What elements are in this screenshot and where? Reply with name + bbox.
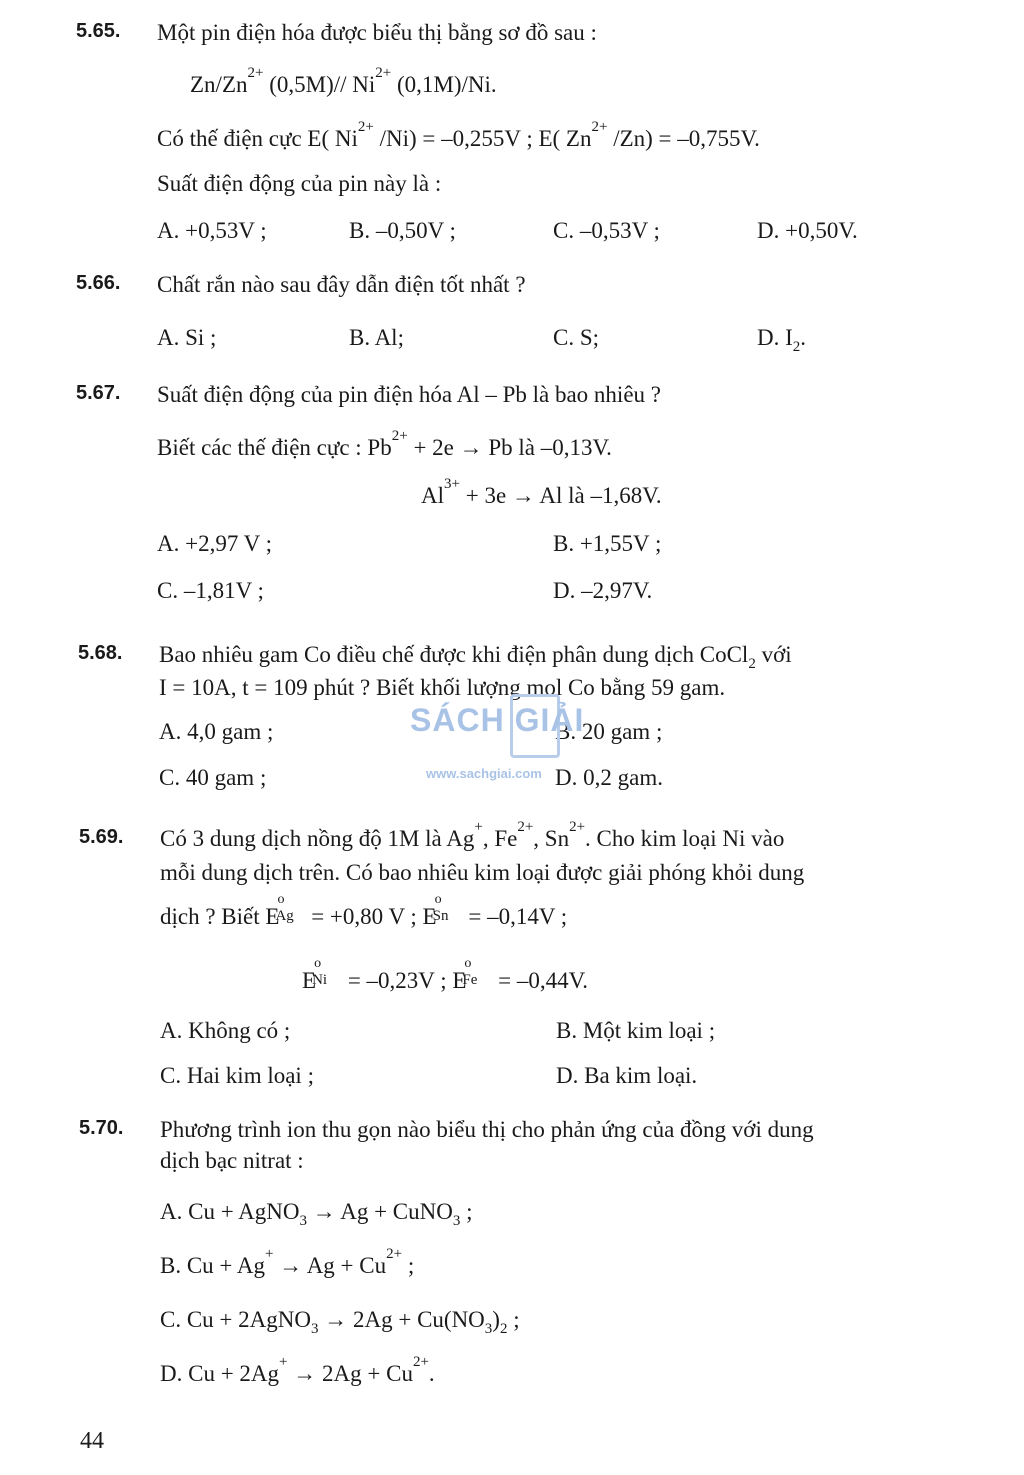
subscript: 3 [299,1213,307,1229]
text: D. I [757,325,793,350]
charge: 2+ [357,119,374,135]
text: , Fe [482,826,518,851]
option-a: A. +0,53V ; [157,218,267,243]
text: . [800,325,807,350]
question-number: 5.68. [78,642,123,664]
subscript: 3 [310,1321,319,1337]
text: Có 3 dung dịch nồng độ 1M là Ag [160,826,475,851]
question-line-4 [302,956,589,994]
charge: 3+ [444,476,460,492]
subscript: 2 [748,656,756,672]
text: ) [492,1307,500,1332]
text: dịch ? Biết E [160,904,280,929]
option-a: A. Không có ; [160,1018,291,1043]
text: B. Cu + Ag [160,1253,265,1278]
text: Biết các thế điện cực : Pb [157,435,392,460]
option-b: B. Một kim loại ; [556,1018,716,1043]
text: → Ag + CuNO [306,1199,453,1224]
question-line-1: Phương trình ion thu gọn nào biểu thị cho phản ứng của đồng với dung [160,1117,814,1142]
text: . [428,1361,435,1386]
option-b: B. 20 gam ; [555,719,663,744]
question-number: 5.65. [76,20,121,42]
text: (0,1M)/Ni. [391,72,497,97]
question-stem: Một pin điện hóa được biểu thị bằng sơ đồ sau : [157,20,597,45]
option-a [160,1199,473,1229]
option-d: D. 0,2 gam. [555,765,663,790]
subscript: 2 [499,1321,508,1337]
standard-potential-symbol [312,956,342,988]
watermark-brand: SÁCH GIẢI [410,702,585,738]
element-subscript: Ni [312,972,328,988]
page-number: 44 [80,1428,104,1454]
text: . Cho kim loại Ni vào [585,826,785,851]
question-number: 5.66. [76,272,121,294]
text: + 3e → Al là –1,68V. [459,483,662,508]
text: Al [421,483,444,508]
standard-potential-symbol [432,892,463,924]
watermark-url: www.sachgiai.com [426,766,542,781]
standard-potential-symbol [275,892,305,924]
option-a: A. 4,0 gam ; [159,719,274,744]
option-c: C. –1,81V ; [157,578,264,603]
text: /Zn) = –0,755V. [607,126,760,151]
text: = –0,14V ; [462,904,568,929]
text: → 2Ag + Cu(NO [318,1307,485,1332]
text: C. Cu + 2AgNO [160,1307,311,1332]
option-d [160,1354,435,1387]
text: ; [507,1307,520,1332]
question-number: 5.70. [79,1117,124,1139]
text: ; [460,1199,473,1224]
option-b: B. +1,55V ; [553,531,662,556]
question-line-1 [160,819,785,852]
text: , Sn [533,826,570,851]
text: → Ag + Cu [273,1253,387,1278]
text: E [302,968,317,993]
text: = –0,23V ; E [342,968,467,993]
text: A. Cu + AgNO [160,1199,300,1224]
degree-mark: o [434,892,442,907]
option-c: C. –0,53V ; [553,218,660,243]
element-subscript: Sn [432,908,449,924]
question-line-3 [160,892,568,930]
option-c: C. S; [553,325,600,350]
degree-mark: o [277,892,285,907]
degree-mark: o [314,956,322,971]
charge: + [474,819,483,835]
charge: 2+ [391,428,408,444]
text: Có thế điện cực E( Ni [157,126,358,151]
charge: 2+ [591,119,608,135]
charge: 2+ [247,65,264,81]
element-subscript: Fe [462,972,478,988]
electrode-line-pb [157,428,612,461]
option-d: D. –2,97V. [553,578,653,603]
option-b [160,1246,415,1279]
electrode-line-al [421,476,662,509]
question-number: 5.67. [76,382,121,404]
text: ; [402,1253,415,1278]
question-line-2: dịch bạc nitrat : [160,1148,304,1173]
text: = +0,80 V ; E [305,904,437,929]
question-line-2: mỗi dung dịch trên. Có bao nhiêu kim loại được giải phóng khỏi dung [160,860,805,885]
question-line-2: I = 10A, t = 109 phút ? Biết khối lượng mol Co bằng 59 gam. [159,675,726,700]
option-d [757,325,807,355]
option-b: B. –0,50V ; [349,218,456,243]
degree-mark: o [464,956,472,971]
subscript: 3 [452,1213,461,1229]
subscript: 3 [484,1321,493,1337]
option-a: A. Si ; [157,325,217,350]
electrode-potentials [157,119,760,152]
option-c: C. Hai kim loại ; [160,1063,314,1088]
text: /Ni) = –0,255V ; E( Zn [373,126,592,151]
cell-scheme [190,65,497,98]
question-prompt: Suất điện động của pin này là : [157,171,442,196]
option-a: A. +2,97 V ; [157,531,272,556]
charge: 2+ [569,819,586,835]
charge: + [279,1354,288,1370]
option-d: D. Ba kim loại. [556,1063,698,1088]
option-c: C. 40 gam ; [159,765,267,790]
subscript: 2 [792,339,801,355]
text: = –0,44V. [492,968,589,993]
question-stem: Chất rắn nào sau đây dẫn điện tốt nhất ? [157,272,526,297]
watermark [410,694,650,794]
charge: 2+ [517,819,534,835]
text: D. Cu + 2Ag [160,1361,280,1386]
question-number: 5.69. [79,826,124,848]
option-c [160,1307,520,1337]
option-b: B. Al; [349,325,404,350]
charge: 2+ [386,1246,403,1262]
text: + 2e → Pb là –0,13V. [407,435,612,460]
question-stem: Suất điện động của pin điện hóa Al – Pb là bao nhiêu ? [157,382,661,407]
text: → 2Ag + Cu [287,1361,413,1386]
charge: 2+ [375,65,392,81]
charge: + [265,1246,274,1262]
element-subscript: Ag [275,908,294,924]
text: (0,5M)// Ni [263,72,376,97]
text: Zn/Zn [190,72,248,97]
option-d: D. +0,50V. [757,218,858,243]
question-line-1 [159,642,792,672]
standard-potential-symbol [462,956,492,988]
text: Bao nhiêu gam Co điều chế được khi điện phân dung dịch CoCl [159,642,749,667]
text: với [755,642,792,667]
charge: 2+ [412,1354,429,1370]
